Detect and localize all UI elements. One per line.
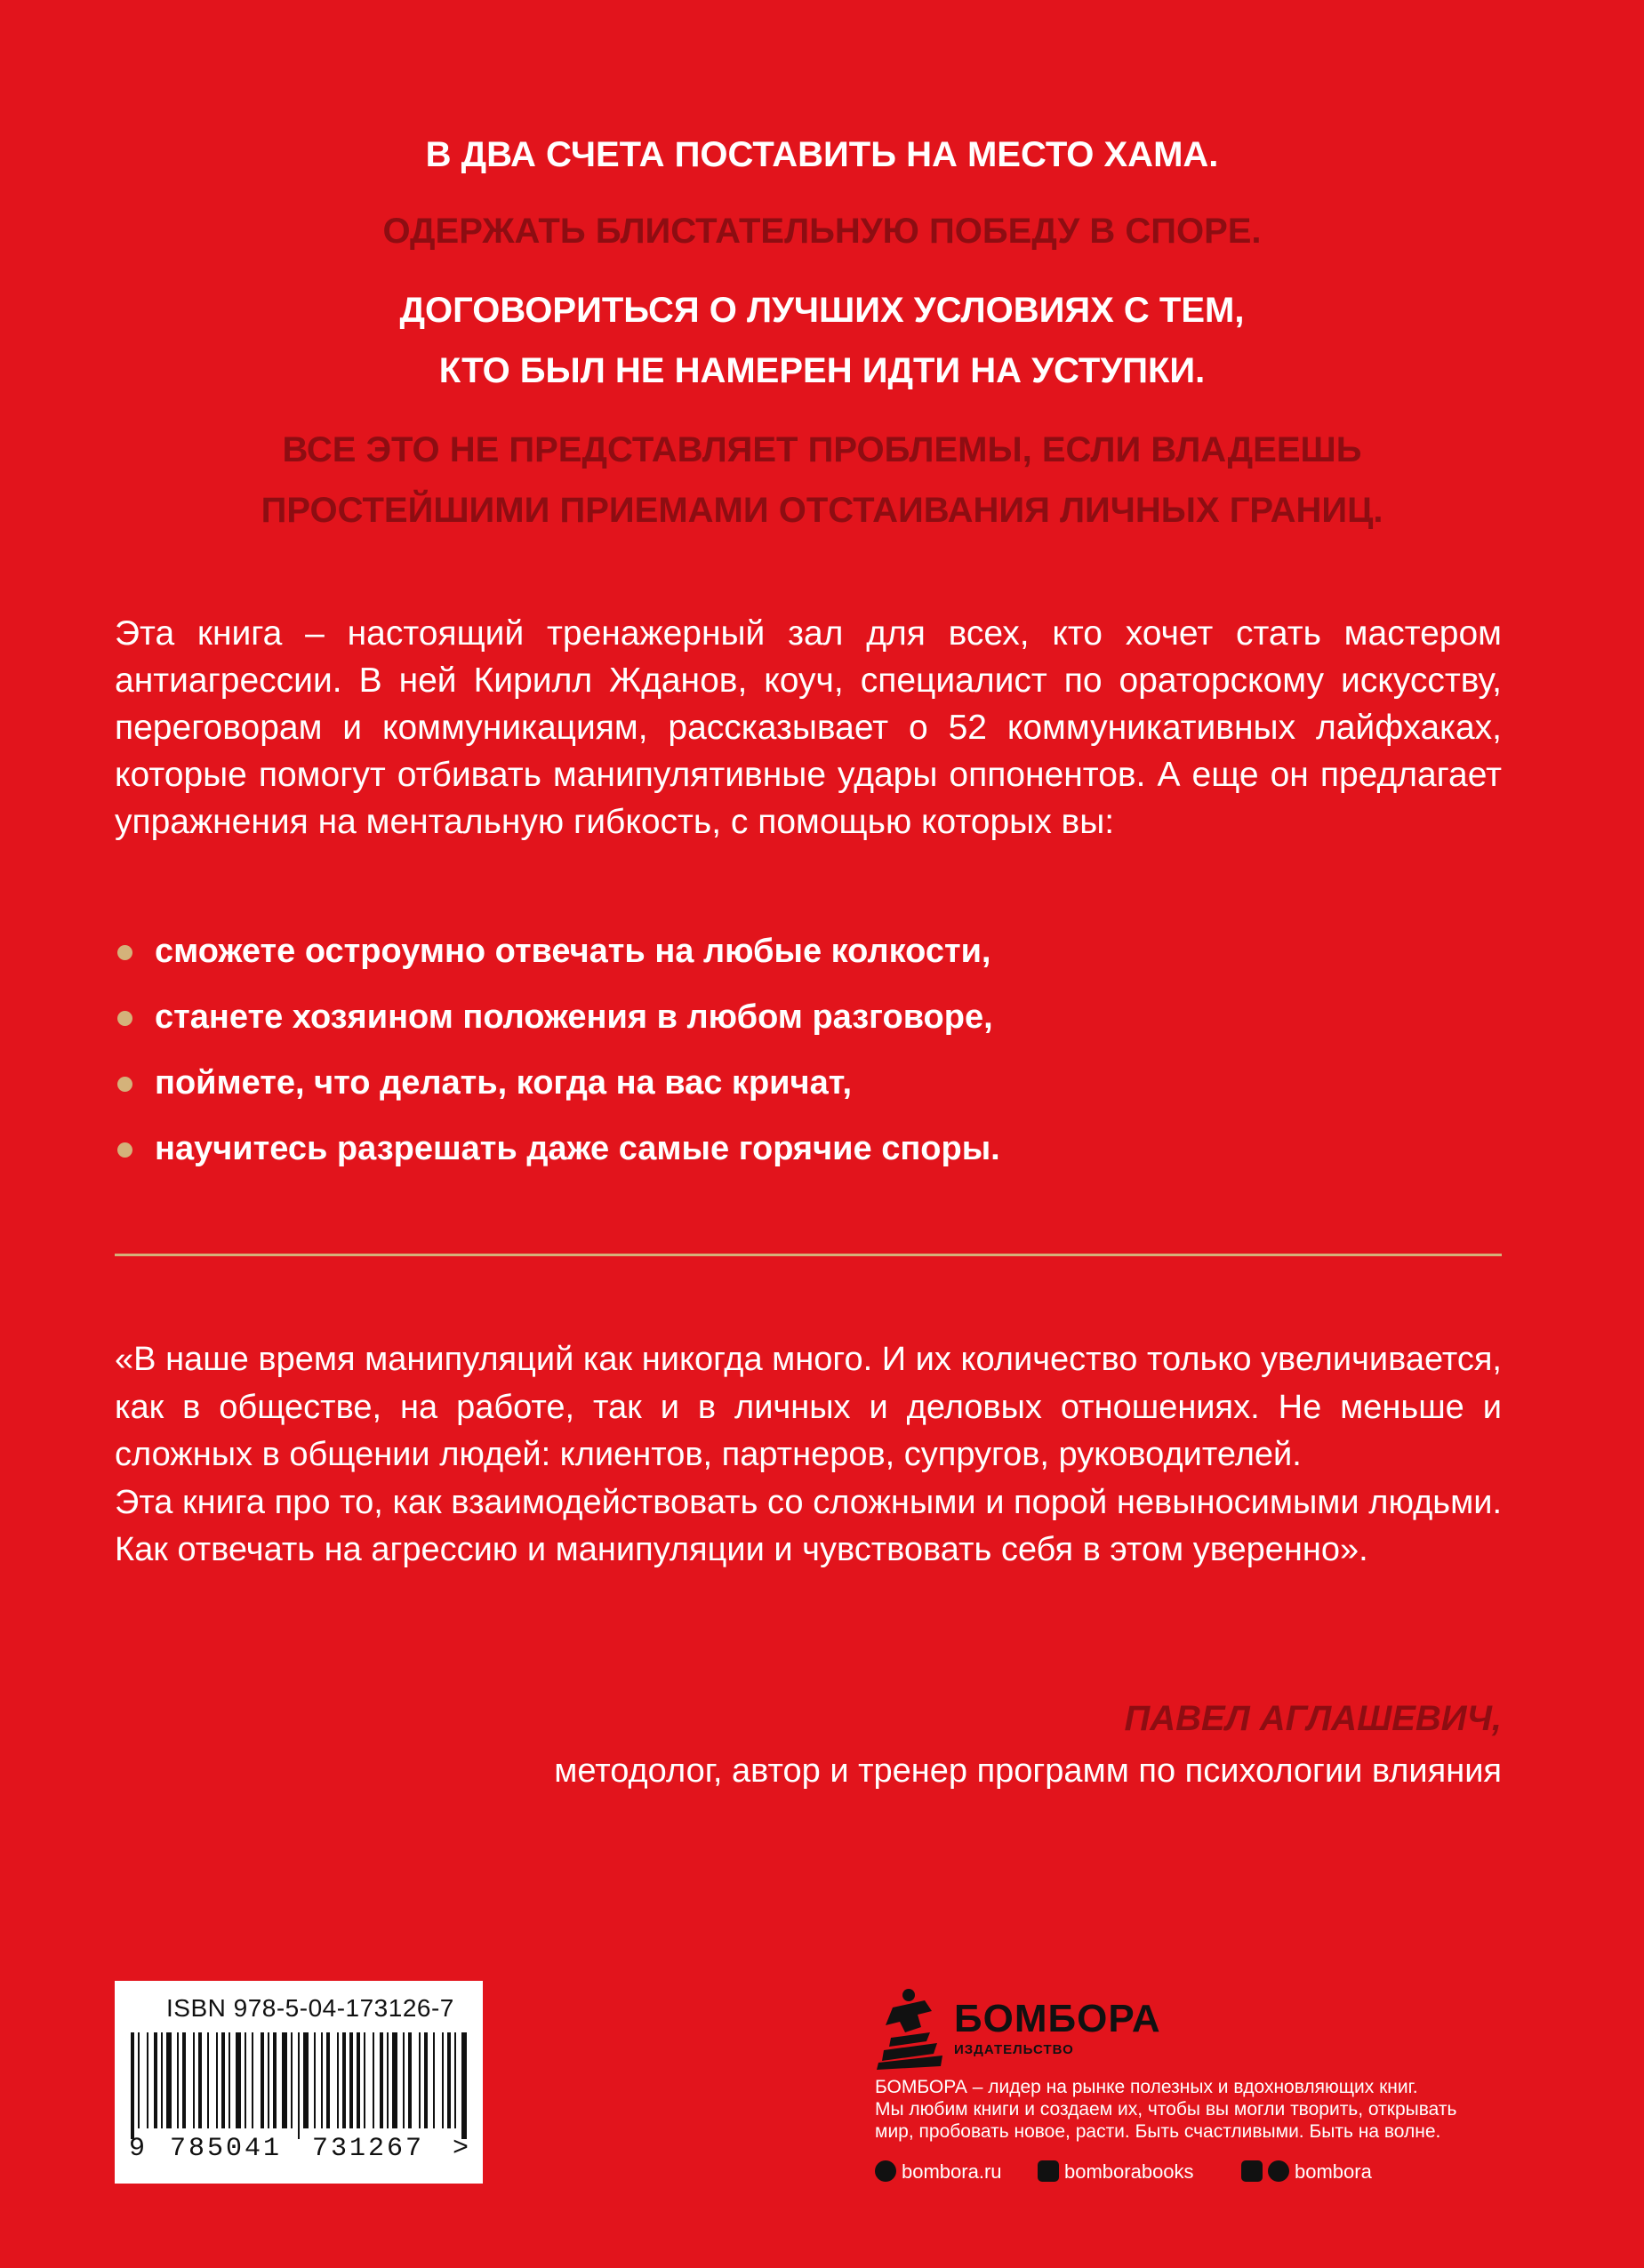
barcode-bar [131,2032,134,2139]
barcode-bar [303,2032,309,2128]
barcode-bar [154,2032,157,2128]
barcode-bar [357,2032,360,2128]
barcode-bar [447,2032,451,2128]
book-description: Эта книга – настоящий тренажерный зал для всех, кто хочет стать мастером антиагрессии. В ней Кирилл Жданов, коуч, специалист по ораторскому искусству, переговорам и коммуникациям, рассказывает о 52 коммуникативных лайфхаках, которые помогут отбивать манипулятивные удары оппонентов. А еще он предлагает упражнения на ментальную гибкость, с помощью которых вы: [115,614,1502,841]
bombora-logo-icon [875,1988,946,2070]
barcode-bar [392,2032,397,2128]
publisher-line-2: Мы любим книги и создаем их, чтобы вы могли творить, открывать [875,2099,1457,2120]
barcode-bar [177,2032,179,2128]
barcode-digit-group-1: 785041 [170,2134,283,2164]
barcode-bar [166,2032,172,2128]
barcode-bar [461,2032,467,2139]
barcode-bar [403,2032,405,2128]
list-item-text: сможете остроумно отвечать на любые колкости, [155,933,991,970]
barcode-bar [349,2032,353,2128]
headline-1: В ДВА СЧЕТА ПОСТАВИТЬ НА МЕСТО ХАМА. [425,135,1219,174]
social-vk[interactable] [1038,2159,1194,2185]
barcode-bar [373,2032,374,2128]
quote-author: ПАВЕЛ АГЛАШЕВИЧ, [1124,1699,1502,1738]
barcode-bar [138,2032,140,2128]
barcode-bar [252,2032,253,2128]
barcode-bar [216,2032,218,2128]
bullet-dot-icon [117,1011,132,1026]
list-item-text: станете хозяином положения в любом разговоре, [155,998,993,1036]
social-website[interactable] [875,2159,1002,2185]
barcode-bar [236,2032,241,2128]
barcode-icon [127,2032,470,2139]
social-website-label: bombora.ru [902,2160,1002,2183]
barcode-bar [326,2032,330,2128]
barcode-bar [298,2032,300,2139]
barcode-bar [337,2032,339,2128]
list-item [115,1052,1000,1118]
list-item-text: поймете, что делать, когда на вас кричат, [155,1064,853,1102]
headline-3-line-1: ДОГОВОРИТЬСЯ О ЛУЧШИХ УСЛОВИЯХ С ТЕМ, [399,291,1245,330]
benefits-list [115,920,1000,1183]
quote-paragraph-2: Эта книга про то, как взаимодействовать со сложными и порой невыносимыми людьми. Как отвечать на агрессию и манипуляции и чувствовать себя в этом уверенно». [115,1483,1502,1568]
barcode-digits [115,2134,483,2169]
barcode-bar [245,2032,246,2128]
barcode-bar [380,2032,383,2128]
telegram-icon [1268,2160,1289,2182]
barcode-digit-lead: 9 [129,2134,146,2164]
publisher-name: БОМБОРА [954,1997,1161,2040]
barcode-bar [321,2032,323,2128]
headline-4-line-2: ПРОСТЕЙШИМИ ПРИЕМАМИ ОТСТАИВАНИЯ ЛИЧНЫХ ГРАНИЦ. [261,491,1383,530]
headline-4-line-1: ВСЕ ЭТО НЕ ПРЕДСТАВЛЯЕТ ПРОБЛЕМЫ, ЕСЛИ ВЛАДЕЕШЬ [282,430,1362,469]
barcode-digit-group-2: 731267 [312,2134,425,2164]
bullet-dot-icon [117,1077,132,1092]
barcode-bar [442,2032,444,2128]
barcode-bar [433,2032,435,2128]
quote-author-role: методолог, автор и тренер программ по психологии влияния [554,1752,1502,1790]
publisher-line-3: мир, пробовать новое, расти. Быть счастливыми. Быть на волне. [875,2121,1441,2142]
barcode-bar [454,2032,456,2128]
barcode-bar [291,2032,293,2128]
headline-3-line-2: КТО БЫЛ НЕ НАМЕРЕН ИДТИ НА УСТУПКИ. [438,351,1206,390]
social-telegram[interactable] [1241,2159,1372,2185]
publisher-line-1: БОМБОРА – лидер на рынке полезных и вдохновляющих книг. [875,2077,1418,2097]
barcode-bar [182,2032,186,2128]
barcode-bar [342,2032,346,2128]
barcode-bar [314,2032,316,2128]
list-item [115,920,1000,986]
barcode-bar [221,2032,225,2128]
barcode-bar [419,2032,421,2128]
list-item [115,1118,1000,1183]
barcode-bar [364,2032,365,2128]
barcode-bar [387,2032,389,2128]
youtube-icon [1241,2160,1263,2182]
barcode-bar [207,2032,209,2128]
publisher-subtitle: ИЗДАТЕЛЬСТВО [954,2042,1074,2057]
barcode-bar [161,2032,163,2128]
isbn-number: ISBN 978-5-04-173126-7 [166,1994,454,2022]
barcode-bar [268,2032,269,2128]
vk-icon [1038,2160,1059,2182]
publisher-description [875,2076,1497,2143]
barcode-bar [229,2032,230,2128]
list-item [115,986,1000,1052]
list-item-text: научитесь разрешать даже самые горячие споры. [155,1130,1000,1167]
barcode-panel [115,1981,483,2184]
barcode-bar [273,2032,277,2128]
headline-2: ОДЕРЖАТЬ БЛИСТАТЕЛЬНУЮ ПОБЕДУ В СПОРЕ. [382,212,1262,251]
barcode-bar [147,2032,148,2128]
barcode-bar [261,2032,264,2128]
social-vk-label: bomborabooks [1064,2160,1194,2183]
barcode-bar [198,2032,202,2128]
quote-paragraph-1: «В наше время манипуляций как никогда много. И их количество только увеличивается, как в обществе, на работе, так и в личных и деловых отношениях. Не меньше и сложных в общении людей: клиентов, партнеров, супругов, руководителей. [115,1341,1502,1473]
divider [115,1254,1502,1256]
barcode-bar [193,2032,195,2128]
bullet-dot-icon [117,1142,132,1158]
barcode-bar [408,2032,412,2128]
barcode-bar [282,2032,287,2128]
bullet-dot-icon [117,945,132,960]
globe-icon [875,2160,896,2182]
social-telegram-label: bombora [1295,2160,1372,2183]
barcode-bar [424,2032,428,2128]
testimonial-quote [115,1336,1502,1575]
barcode-digit-end: > [453,2134,469,2164]
